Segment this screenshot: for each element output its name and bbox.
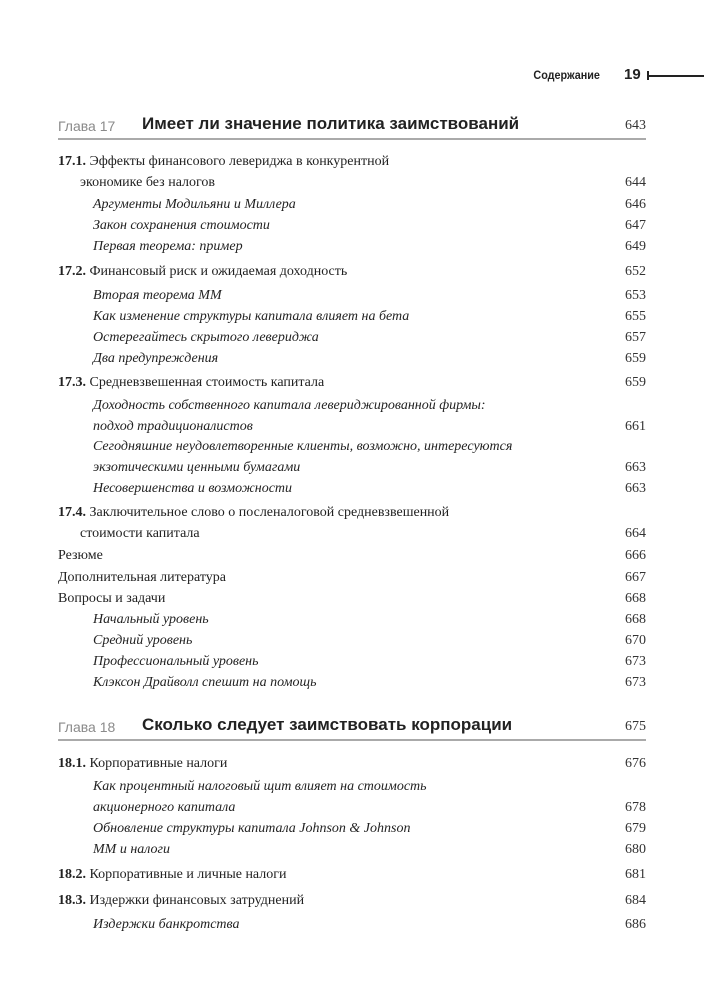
section-number: 17.4. — [58, 505, 86, 520]
subsection-title: Несовершенства и возможности — [93, 481, 293, 496]
page-number: 679 — [625, 821, 646, 836]
toc-subsection[interactable] — [58, 672, 646, 693]
subsection-title: Обновление структуры капитала Johnson & Johnson — [93, 821, 411, 836]
page-number: 676 — [625, 756, 646, 771]
page-number: 663 — [625, 481, 646, 496]
section-number: 18.2. — [58, 867, 86, 882]
chapter-17-heading — [58, 114, 646, 138]
page-number: 681 — [625, 867, 646, 882]
page-number: 684 — [625, 893, 646, 908]
chapter-page: 675 — [625, 719, 646, 734]
toc-subsection[interactable] — [58, 651, 646, 672]
toc-subsection[interactable] — [58, 478, 646, 499]
toc-subsection[interactable] — [58, 327, 646, 348]
page-number: 673 — [625, 675, 646, 690]
page-number: 663 — [625, 460, 646, 475]
toc-subsection[interactable] — [58, 776, 646, 818]
toc-subsection[interactable] — [58, 348, 646, 369]
toc-section-17-4[interactable] — [58, 502, 646, 544]
chapter-rule — [58, 138, 646, 140]
section-number: 18.1. — [58, 756, 86, 771]
toc-subsection[interactable] — [58, 839, 646, 860]
page-number: 661 — [625, 419, 646, 434]
subsection-title: Средний уровень — [93, 633, 193, 648]
section-title-line1: Корпоративные и личные налоги — [89, 867, 287, 882]
toc-subsection[interactable] — [58, 630, 646, 651]
page-number: 649 — [625, 239, 646, 254]
entry-title: Вопросы и задачи — [58, 591, 166, 606]
toc-subsection[interactable] — [58, 215, 646, 236]
header-rule — [647, 75, 704, 77]
page-number: 664 — [625, 526, 646, 541]
subsection-title: Первая теорема: пример — [93, 239, 243, 254]
page-number: 652 — [625, 264, 646, 279]
toc-section-18-2[interactable] — [58, 864, 646, 885]
chapter-page: 643 — [625, 118, 646, 133]
toc-subsection[interactable] — [58, 395, 646, 437]
section-number: 17.1. — [58, 154, 86, 169]
subsection-title-line1: Доходность собственного капитала левериджированной фирмы: — [93, 398, 486, 413]
subsection-title: Издержки банкротства — [93, 917, 240, 932]
section-title-line2: экономике без налогов — [80, 175, 216, 190]
section-number: 17.2. — [58, 264, 86, 279]
section-title-line1: Заключительное слово о посленалоговой средневзвешенной — [89, 505, 450, 520]
page-number: 653 — [625, 288, 646, 303]
chapter-rule — [58, 739, 646, 741]
toc-subsection[interactable] — [58, 818, 646, 839]
page-number: 668 — [625, 612, 646, 627]
subsection-title: Клэксон Драйволл спешит на помощь — [93, 675, 317, 690]
toc-entry-questions[interactable] — [58, 588, 646, 609]
toc-subsection[interactable] — [58, 914, 646, 935]
entry-title: Резюме — [58, 548, 103, 563]
subsection-title: Как изменение структуры капитала влияет на бета — [93, 309, 410, 324]
page-number: 666 — [625, 548, 646, 563]
subsection-title: Начальный уровень — [93, 612, 209, 627]
page-number: 646 — [625, 197, 646, 212]
subsection-title-line1: Как процентный налоговый щит влияет на стоимость — [93, 779, 427, 794]
running-header — [0, 66, 704, 86]
page-number: 667 — [625, 570, 646, 585]
chapter-label: Глава 18 — [58, 719, 116, 735]
page-number: 659 — [625, 375, 646, 390]
subsection-title-line1: Сегодняшние неудовлетворенные клиенты, возможно, интересуются — [93, 439, 513, 454]
toc-subsection[interactable] — [58, 306, 646, 327]
toc-section-17-3[interactable] — [58, 372, 646, 393]
subsection-title: Закон сохранения стоимости — [93, 218, 270, 233]
section-title-line1: Корпоративные налоги — [89, 756, 228, 771]
toc-entry-further-reading[interactable] — [58, 567, 646, 588]
subsection-title: Вторая теорема ММ — [93, 288, 222, 303]
section-title-line1: Эффекты финансового левериджа в конкурентной — [89, 154, 390, 169]
toc-section-17-2[interactable] — [58, 261, 646, 282]
running-header-page-number: 19 — [624, 66, 641, 83]
page-number: 670 — [625, 633, 646, 648]
toc-subsection[interactable] — [58, 236, 646, 257]
page-number: 644 — [625, 175, 646, 190]
chapter-18-heading — [58, 715, 646, 739]
toc-section-17-1[interactable] — [58, 151, 646, 193]
page-number: 659 — [625, 351, 646, 366]
toc-subsection[interactable] — [58, 194, 646, 215]
chapter-title[interactable]: Сколько следует заимствовать корпорации — [142, 715, 513, 734]
page-number: 678 — [625, 800, 646, 815]
entry-title: Дополнительная литература — [58, 570, 226, 585]
toc-subsection[interactable] — [58, 285, 646, 306]
section-title-line1: Финансовый риск и ожидаемая доходность — [89, 264, 348, 279]
running-header-title: Содержание — [533, 68, 600, 82]
section-title-line2: стоимости капитала — [80, 526, 200, 541]
chapter-title[interactable]: Имеет ли значение политика заимствований — [142, 114, 520, 133]
subsection-title: ММ и налоги — [93, 842, 171, 857]
page-number: 686 — [625, 917, 646, 932]
chapter-label: Глава 17 — [58, 118, 116, 134]
page-number: 673 — [625, 654, 646, 669]
subsection-title-line2: подход традиционалистов — [93, 419, 253, 434]
subsection-title: Два предупреждения — [93, 351, 219, 366]
subsection-title-line2: акционерного капитала — [93, 800, 236, 815]
section-title-line1: Средневзвешенная стоимость капитала — [89, 375, 325, 390]
toc-entry-summary[interactable] — [58, 545, 646, 566]
page-number: 680 — [625, 842, 646, 857]
section-number: 17.3. — [58, 375, 86, 390]
section-number: 18.3. — [58, 893, 86, 908]
subsection-title: Остерегайтесь скрытого левериджа — [93, 330, 319, 345]
toc-subsection[interactable] — [58, 609, 646, 630]
section-title-line1: Издержки финансовых затруднений — [89, 893, 305, 908]
toc-section-18-1[interactable] — [58, 753, 646, 774]
subsection-title: Аргументы Модильяни и Миллера — [93, 197, 296, 212]
page-number: 657 — [625, 330, 646, 345]
page-number: 668 — [625, 591, 646, 606]
subsection-title-line2: экзотическими ценными бумагами — [93, 460, 301, 475]
page-number: 647 — [625, 218, 646, 233]
subsection-title: Профессиональный уровень — [93, 654, 259, 669]
toc-section-18-3[interactable] — [58, 890, 646, 911]
toc-subsection[interactable] — [58, 436, 646, 478]
page-number: 655 — [625, 309, 646, 324]
